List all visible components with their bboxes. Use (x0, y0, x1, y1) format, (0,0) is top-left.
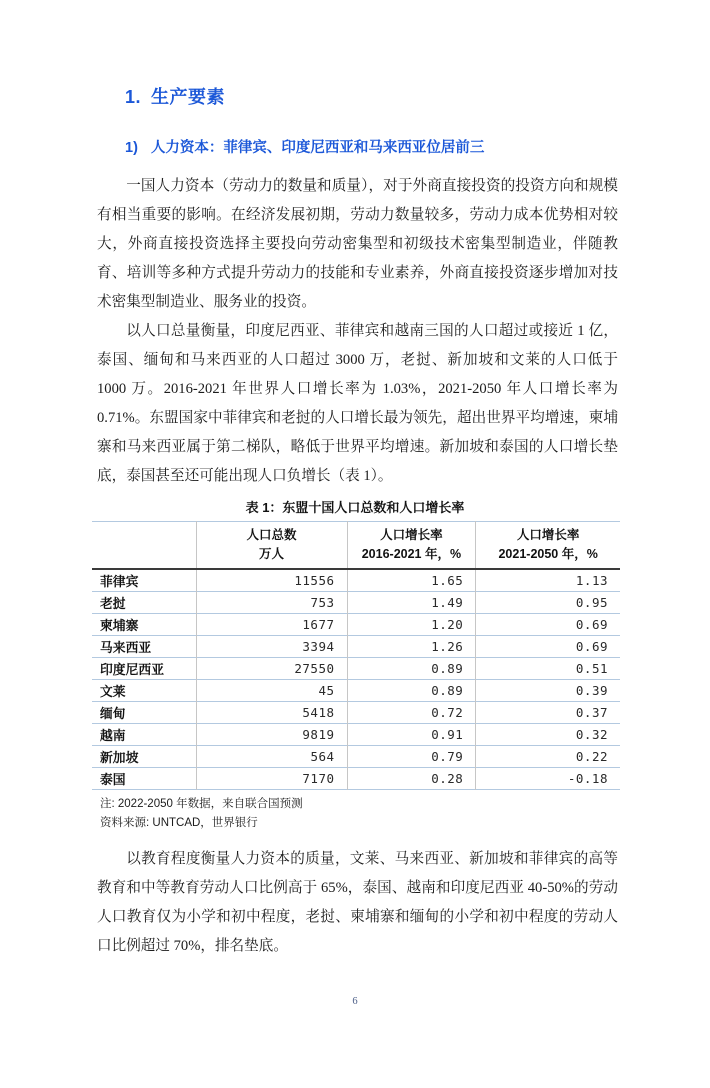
paragraph-population: 以人口总量衡量，印度尼西亚、菲律宾和越南三国的人口超过或接近 1 亿，泰国、缅甸和马来西亚的人口超过 3000 万，老挝、新加坡和文莱的人口低于 1000 万。2016-2021 年世界人口增长率为 1.03%，2021-2050 年人口增长率为 0.71%。东盟国家中菲律宾和老挝的人口增长最为领先，超出世界平均增速，柬埔寨和马来西亚属于第二梯队，略低于世界平均增速。新加坡和泰国的人口增长垫底，泰国甚至还可能出现人口负增长（表 1）。 (97, 323, 618, 484)
cell-growth-2021-2050: 1.13 (476, 569, 620, 592)
cell-population: 9819 (196, 724, 347, 746)
header-country (92, 522, 196, 570)
population-table (92, 521, 620, 790)
cell-growth-2021-2050: 0.69 (476, 614, 620, 636)
table-notes (100, 795, 618, 833)
cell-country: 缅甸 (92, 702, 196, 724)
paragraph-education: 以教育程度衡量人力资本的质量，文莱、马来西亚、新加坡和菲律宾的高等教育和中等教育劳动人口比例高于 65%，泰国、越南和印度尼西亚 40-50%的劳动人口教育仅为小学和初中程度，老挝、柬埔寨和缅甸的小学和初中程度的劳动人口比例超过 70%，排名垫底。 (97, 851, 618, 954)
cell-growth-2021-2050: 0.51 (476, 658, 620, 680)
cell-growth-2016-2021: 0.89 (347, 680, 476, 702)
table-header-row (92, 522, 620, 570)
table-row (92, 569, 620, 592)
cell-growth-2016-2021: 0.91 (347, 724, 476, 746)
cell-population: 27550 (196, 658, 347, 680)
cell-population: 7170 (196, 768, 347, 790)
cell-growth-2016-2021: 0.79 (347, 746, 476, 768)
subsection-number: 1) (125, 140, 138, 156)
cell-population: 5418 (196, 702, 347, 724)
cell-country: 老挝 (92, 592, 196, 614)
table-note-source-period: 注: 2022-2050 年数据，来自联合国预测 (100, 798, 303, 810)
cell-growth-2021-2050: 0.32 (476, 724, 620, 746)
table-row (92, 592, 620, 614)
cell-population: 1677 (196, 614, 347, 636)
cell-growth-2021-2050: 0.39 (476, 680, 620, 702)
cell-country: 马来西亚 (92, 636, 196, 658)
cell-growth-2016-2021: 0.28 (347, 768, 476, 790)
header-population: 人口总数 万人 (196, 522, 347, 570)
cell-population: 3394 (196, 636, 347, 658)
cell-growth-2016-2021: 1.49 (347, 592, 476, 614)
table-note-data-source: 资料来源: UNTCAD，世界银行 (100, 817, 258, 829)
cell-population: 564 (196, 746, 347, 768)
table-row (92, 614, 620, 636)
cell-growth-2016-2021: 1.65 (347, 569, 476, 592)
section-title (125, 84, 710, 110)
header-growth-2016-2021: 人口增长率 2016-2021 年，% (347, 522, 476, 570)
cell-country: 泰国 (92, 768, 196, 790)
table-row (92, 658, 620, 680)
subsection-title-text: 人力资本：菲律宾、印度尼西亚和马来西亚位居前三 (150, 140, 485, 156)
subsection-title (125, 138, 710, 158)
page-number: 6 (352, 996, 358, 1007)
table-row (92, 702, 620, 724)
cell-country: 印度尼西亚 (92, 658, 196, 680)
table-row (92, 746, 620, 768)
section-number: 1. (125, 87, 142, 107)
cell-country: 菲律宾 (100, 574, 139, 589)
cell-country: 新加坡 (92, 746, 196, 768)
cell-population: 11556 (196, 569, 347, 592)
table-row (92, 680, 620, 702)
cell-growth-2021-2050: 0.95 (476, 592, 620, 614)
paragraph-human-capital: 一国人力资本（劳动力的数量和质量），对于外商直接投资的投资方向和规模有相当重要的影响。在经济发展初期，劳动力数量较多，劳动力成本优势相对较大，外商直接投资选择主要投向劳动密集型和初级技术密集型制造业，伴随教育、培训等多种方式提升劳动力的技能和专业素养，外商直接投资逐步增加对技术密集型制造业、服务业的投资。 (97, 178, 618, 310)
section-title-text: 生产要素 (151, 87, 226, 107)
cell-country: 文莱 (92, 680, 196, 702)
cell-population: 753 (196, 592, 347, 614)
header-growth-2021-2050: 人口增长率 2021-2050 年，% (476, 522, 620, 570)
cell-country: 越南 (92, 724, 196, 746)
document-page (0, 84, 710, 1088)
table-row (92, 724, 620, 746)
cell-growth-2016-2021: 1.26 (347, 636, 476, 658)
cell-growth-2016-2021: 0.89 (347, 658, 476, 680)
table-row (92, 636, 620, 658)
cell-growth-2016-2021: 0.72 (347, 702, 476, 724)
cell-growth-2021-2050: -0.18 (476, 768, 620, 790)
cell-country: 柬埔寨 (92, 614, 196, 636)
cell-population: 45 (196, 680, 347, 702)
table-row (92, 768, 620, 790)
table-caption: 表 1：东盟十国人口总数和人口增长率 (245, 500, 465, 515)
cell-growth-2021-2050: 0.69 (476, 636, 620, 658)
cell-growth-2021-2050: 0.37 (476, 702, 620, 724)
cell-growth-2021-2050: 0.22 (476, 746, 620, 768)
cell-growth-2016-2021: 1.20 (347, 614, 476, 636)
